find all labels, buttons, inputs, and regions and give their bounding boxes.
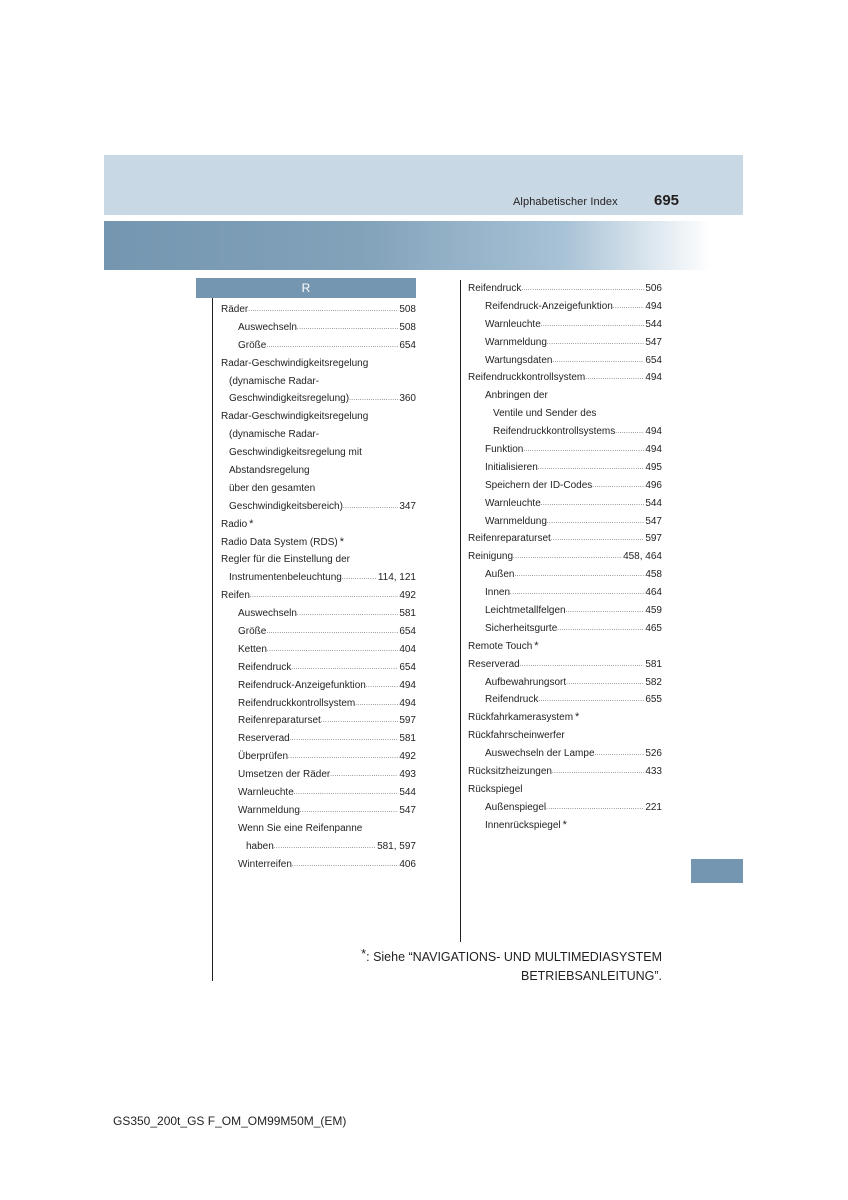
index-entry-page: 597 [399,715,416,727]
index-entry-term: Reifendruck [485,694,539,706]
index-entry-term: Anbringen der [485,390,548,402]
dot-leader [514,566,644,584]
asterisk-marker: * [575,711,580,724]
index-entry-page: 464 [645,587,662,599]
index-entry-term: Radar-Geschwindigkeitsregelung [221,357,369,369]
index-entry-page: 655 [645,694,662,706]
index-entry-page: 506 [645,283,662,294]
index-entry [468,513,662,531]
section-title: Alphabetischer Index [513,196,618,208]
index-entry-page: 492 [399,751,416,763]
index-entry-page: 654 [399,626,416,638]
index-entry-term: Aufbewahrungsort [485,676,567,688]
index-entry [468,369,662,387]
index-entry-term: Überprüfen [238,751,289,763]
dot-leader [547,334,644,352]
dot-leader [523,441,644,459]
index-entry [221,766,416,784]
dot-leader [250,587,398,605]
index-entry [221,355,416,373]
index-entry-page: 494 [645,426,662,438]
index-entry [468,387,662,405]
index-entry [468,727,662,745]
index-entry-page: 360 [399,393,416,405]
index-entry-term: Rücksitzheizungen [468,766,552,778]
index-entry [221,444,416,462]
dot-leader [288,748,398,766]
index-entry [221,373,416,391]
dot-leader [547,513,644,531]
index-entry-term: Reifen [221,590,250,602]
index-entry [221,659,416,677]
index-entry-page: 458 [645,569,662,581]
index-entry-term: Reifendruckkontrollsystems [493,426,616,438]
index-entry-page: 654 [645,354,662,366]
index-entry-term: Radar-Geschwindigkeitsregelung [221,411,369,423]
index-entry [468,495,662,513]
index-entry-term: (dynamische Radar- [229,375,320,387]
index-entry-page: 465 [645,622,662,634]
index-entry [468,316,662,334]
index-entry [468,298,662,316]
dot-leader [546,799,644,817]
index-entry-term: Reifendruck-Anzeigefunktion [485,300,613,312]
index-entry-term: Funktion [485,444,524,456]
footnote [300,944,662,986]
index-entry [221,319,416,337]
dot-leader [521,280,644,298]
index-entry-page: 406 [399,858,416,870]
index-entry-term: Reifenreparaturset [238,715,321,727]
index-entry-term: Warnmeldung [485,336,547,348]
index-entry-page: 581 [399,608,416,620]
dot-leader [343,498,398,516]
index-entry-page: 492 [399,590,416,602]
dot-leader [290,730,399,748]
asterisk-marker: * [562,818,567,831]
dot-leader [595,745,645,763]
footnote-line-1: : Siehe “NAVIGATIONS- UND MULTIMEDIASYSTEM [366,950,662,964]
index-entry-page: 221 [645,801,662,813]
index-entry [468,763,662,781]
dot-leader [538,459,645,477]
index-entry [221,730,416,748]
index-entry [221,623,416,641]
index-entry-term: Regler für die Einstellung der [221,554,350,566]
index-entry-page: 654 [399,661,416,673]
dot-leader [321,712,398,730]
index-entry-page: 433 [645,766,662,778]
index-entry [468,530,662,548]
index-entry-term: Innenrückspiegel [485,819,561,831]
index-entry-term: Sicherheitsgurte [485,622,558,634]
dot-leader [366,677,398,695]
index-entry [221,516,416,534]
index-entry-term: Reifendruckkontrollsystem [468,372,586,384]
index-entry-page: 458, 464 [623,551,662,563]
dot-leader [349,390,398,408]
index-entry-page: 494 [399,697,416,709]
dot-leader [613,298,644,316]
index-entry [221,337,416,355]
index-entry-term: Geschwindigkeitsregelung) [229,393,350,405]
index-entry-page: 495 [645,461,662,473]
index-entry [221,838,416,856]
dot-leader [267,641,398,659]
index-entry-page: 508 [399,321,416,333]
index-entry-page: 582 [645,676,662,688]
index-entry-term: Reifendruck [468,283,522,294]
index-entry [221,587,416,605]
asterisk-marker: * [249,517,254,530]
index-entry-term: Winterreifen [238,858,292,870]
page-number: 695 [654,192,680,209]
index-entry-term: Wenn Sie eine Reifenpanne [238,822,363,834]
dot-leader [557,620,644,638]
index-entry [468,352,662,370]
dot-leader [541,495,645,513]
index-entry-term: Reserverad [238,733,290,745]
dot-leader [566,602,645,620]
dot-leader [551,530,644,548]
index-entry [221,480,416,498]
index-entry [468,817,662,835]
dot-leader [510,584,644,602]
dot-leader [566,674,644,692]
index-entry [221,605,416,623]
index-entry [221,784,416,802]
dot-leader [292,856,398,874]
index-entry-page: 544 [399,787,416,799]
index-entry-term: Leichtmetallfelgen [485,605,566,617]
index-entry [468,709,662,727]
index-entry-page: 494 [645,300,662,312]
index-entry-page: 496 [645,479,662,491]
index-entry [468,638,662,656]
index-entry [468,280,662,298]
index-entry-term: Reifendruck [238,661,292,673]
index-entry-term: Auswechseln [238,608,297,620]
index-entry-term: Instrumentenbeleuchtung [229,572,342,584]
index-entry-term: Radio [221,518,248,530]
index-entry-term: Ketten [238,643,267,655]
index-entry-page: 114, 121 [377,572,416,584]
footnote-line-2: BETRIEBSANLEITUNG”. [521,969,662,983]
dot-leader [297,319,398,337]
index-entry-term: Innen [485,587,511,599]
index-entry-term: Größe [238,339,267,351]
index-entry-term: Speichern der ID-Codes [485,479,593,491]
index-entry [468,405,662,423]
index-entry-term: Warnleuchte [485,497,541,509]
index-entry-page: 547 [645,515,662,527]
index-entry-term: Ventile und Sender des [493,408,597,420]
index-entry [468,799,662,817]
dot-leader [513,548,622,566]
header-gradient-band [104,221,743,270]
index-entry-page: 547 [645,336,662,348]
index-column-1 [221,301,416,874]
index-entry-term: Warnmeldung [238,804,300,816]
index-entry [468,441,662,459]
index-letter-heading: R [196,278,416,298]
index-column-2 [468,280,662,835]
index-entry [468,548,662,566]
dot-leader [342,569,377,587]
column-divider-left [212,298,213,981]
dot-leader [585,369,644,387]
index-entry-term: Rückfahrscheinwerfer [468,730,565,742]
index-entry-term: Warnleuchte [238,787,294,799]
index-entry-term: (dynamische Radar- [229,429,320,441]
index-entry [221,641,416,659]
index-entry-term: über den gesamten [229,482,316,494]
index-entry-term: Reserverad [468,658,520,670]
dot-leader [541,316,645,334]
index-entry [221,569,416,587]
column-divider-middle [460,280,461,942]
index-entry-term: Reifenreparaturset [468,533,551,545]
index-entry-page: 654 [399,339,416,351]
index-entry-term: Reifendruckkontrollsystem [238,697,356,709]
index-entry [221,534,416,552]
index-entry [221,390,416,408]
index-entry [221,301,416,319]
dot-leader [266,623,398,641]
index-entry-page: 544 [645,318,662,330]
index-entry [221,408,416,426]
dot-leader [248,301,398,319]
index-entry [221,856,416,874]
index-entry [221,748,416,766]
index-entry [468,674,662,692]
dot-leader [552,763,644,781]
index-entry-term: Auswechseln der Lampe [485,748,595,760]
index-entry [221,498,416,516]
index-entry [468,781,662,799]
index-entry-term: Reinigung [468,551,514,563]
index-entry-page: 547 [399,804,416,816]
document-code: GS350_200t_GS F_OM_OM99M50M_(EM) [113,1114,347,1128]
index-entry [468,584,662,602]
index-entry [468,620,662,638]
index-entry-page: 508 [399,304,416,315]
index-entry-term: Rückfahrkamerasystem [468,712,574,724]
index-entry-term: Radio Data System (RDS) [221,536,338,548]
index-entry-term: Geschwindigkeitsbereich) [229,500,343,512]
dot-leader [538,691,644,709]
index-entry [468,477,662,495]
dot-leader [294,784,399,802]
index-entry [221,820,416,838]
index-entry [468,334,662,352]
index-entry-term: Wartungsdaten [485,354,553,366]
index-entry [221,695,416,713]
index-entry-term: Auswechseln [238,321,297,333]
index-entry-term: Warnleuchte [485,318,541,330]
index-entry-term: Initialisieren [485,461,538,473]
index-entry [221,712,416,730]
index-entry-term: Außenspiegel [485,801,547,813]
index-entry-page: 581 [399,733,416,745]
dot-leader [592,477,644,495]
dot-leader [291,659,398,677]
asterisk-marker: * [339,535,344,548]
index-entry-page: 347 [399,500,416,512]
index-entry [468,745,662,763]
dot-leader [355,695,398,713]
index-entry-term: haben [246,840,274,852]
index-entry [221,551,416,569]
index-entry [221,462,416,480]
index-entry-page: 544 [645,497,662,509]
index-entry [468,602,662,620]
index-entry-term: Warnmeldung [485,515,547,527]
index-entry-page: 581 [645,658,662,670]
index-entry-term: Räder [221,304,249,315]
index-entry-term: Reifendruck-Anzeigefunktion [238,679,366,691]
index-entry-page: 493 [399,769,416,781]
index-entry-term: Größe [238,626,267,638]
header-bar [104,155,743,215]
index-entry [221,426,416,444]
index-entry-page: 494 [399,679,416,691]
dot-leader [274,838,376,856]
index-entry-page: 526 [645,748,662,760]
index-entry-term: Geschwindigkeitsregelung mit [229,447,362,459]
dot-leader [520,656,645,674]
index-entry-page: 494 [645,444,662,456]
index-entry-term: Außen [485,569,515,581]
dot-leader [330,766,398,784]
chapter-tab [691,859,743,883]
dot-leader [615,423,644,441]
index-entry [468,423,662,441]
index-entry-page: 404 [399,643,416,655]
index-entry-term: Abstandsregelung [229,465,310,477]
index-entry-page: 581, 597 [377,840,416,852]
index-entry [221,802,416,820]
index-entry [468,691,662,709]
dot-leader [300,802,398,820]
index-entry-term: Remote Touch [468,640,533,652]
dot-leader [266,337,398,355]
footnote-asterisk: * [361,946,367,961]
index-entry-page: 459 [645,605,662,617]
index-entry-page: 597 [645,533,662,545]
dot-leader [552,352,644,370]
index-entry-term: Rückspiegel [468,783,523,795]
asterisk-marker: * [534,639,539,652]
index-entry [468,656,662,674]
index-entry-term: Umsetzen der Räder [238,769,331,781]
index-entry [221,677,416,695]
dot-leader [297,605,398,623]
index-entry [468,566,662,584]
index-entry-page: 494 [645,372,662,384]
index-entry [468,459,662,477]
